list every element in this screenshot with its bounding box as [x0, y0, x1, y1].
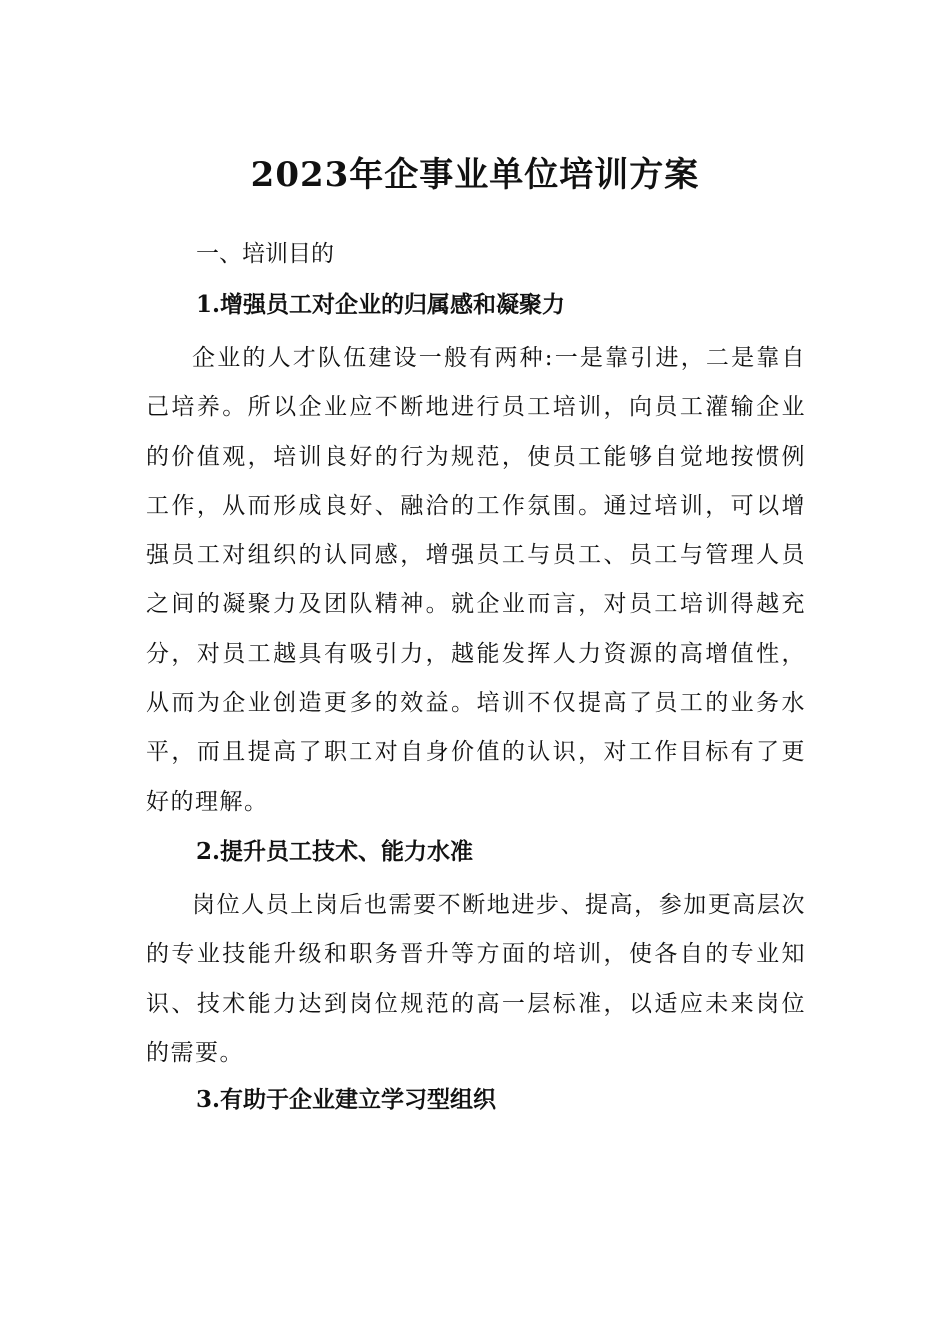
section-heading-purpose: 一、培训目的 — [196, 241, 334, 267]
subheading-belonging-cohesion: 1.增强员工对企业的归属感和凝聚力 — [196, 291, 566, 318]
subheading-skill-improvement: 2.提升员工技术、能力水准 — [196, 838, 474, 865]
subheading-learning-organization: 3.有助于企业建立学习型组织 — [196, 1086, 497, 1113]
paragraph-skill-improvement: 岗位人员上岗后也需要不断地进步、提高，参加更高层次的专业技能升级和职务晋升等方面的培训，使各自的专业知识、技术能力达到岗位规范的高一层标准，以适应未来岗位的需要。 — [146, 892, 806, 1066]
document-title: 2023年企事业单位培训方案 — [250, 155, 700, 195]
paragraph-belonging-cohesion: 企业的人才队伍建设一般有两种:一是靠引进，二是靠自己培养。所以企业应不断地进行员工培训，向员工灌输企业的价值观，培训良好的行为规范，使员工能够自觉地按惯例工作，从而形成良好、融洽的工作氛围。通过培训，可以增强员工对组织的认同感，增强员工与员工、员工与管理人员之间的凝聚力及团队精神。就企业而言，对员工培训得越充分，对员工越具有吸引力，越能发挥人力资源的高增值性，从而为企业创造更多的效益。培训不仅提高了员工的业务水平，而且提高了职工对自身价值的认识，对工作目标有了更好的理解。 — [146, 345, 806, 815]
